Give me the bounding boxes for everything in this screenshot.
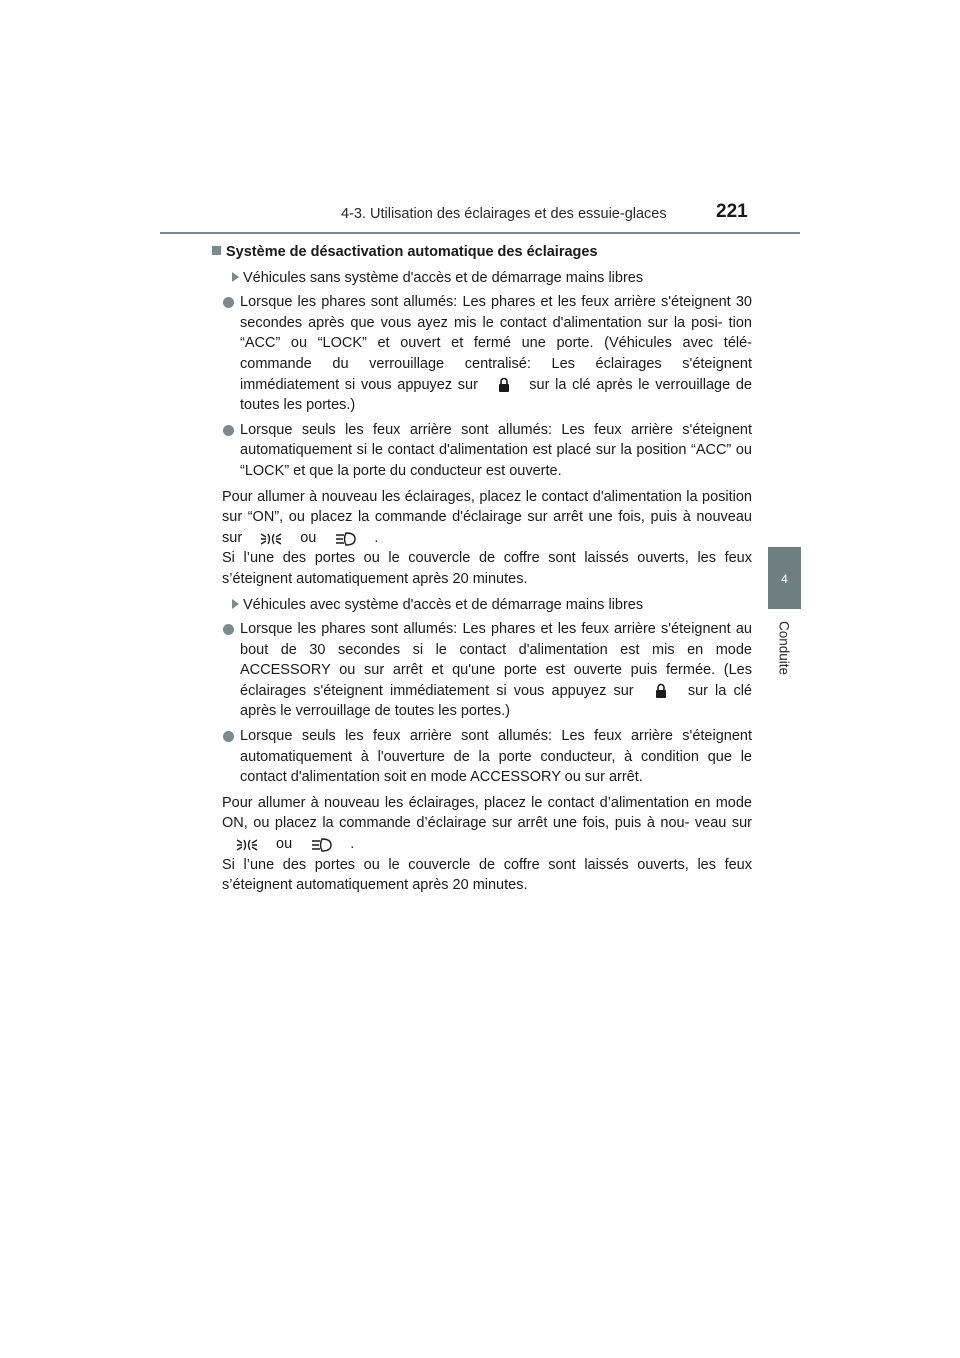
bullet-text: Lorsque seuls les feux arrière sont allumés: Les feux arrière s'éteignent automatiquement à l'ouverture de la porte conducteur, à condition que le contact d'alimentation soit en mode ACCESSORY ou sur arrêt. — [240, 728, 752, 786]
list-item — [222, 292, 752, 416]
paragraph-text: Pour allumer à nouveau les éclairages, placez le contact d'alimentation la position sur “ON”, ou placez la commande d'éclairage sur arrêt une fois, puis à nouveau sur — [222, 488, 752, 546]
paragraph — [222, 487, 752, 590]
header-divider — [160, 232, 800, 234]
page-number: 221 — [716, 201, 748, 222]
or-text: ou — [276, 836, 293, 853]
triangle-marker-icon — [232, 599, 239, 609]
or-text: ou — [300, 529, 317, 546]
bullet-text: sur la clé après le verrouillage de toutes les portes.) — [240, 682, 752, 720]
page-content — [222, 242, 752, 896]
subsection-title — [232, 595, 752, 616]
lock-icon — [498, 377, 510, 393]
paragraph-text: Pour allumer à nouveau les éclairages, placez le contact d’alimentation en mode ON, ou placez la commande d’éclairage sur arrêt une fois, puis à nou- veau sur — [222, 794, 752, 832]
lock-icon — [655, 683, 667, 699]
bullet-text: Lorsque les phares sont allumés: Les phares et les feux arrière s'éteignent 30 secondes après que vous ayez mis le contact d'alimentation sur la posi- tion “ACC” ou “LOCK” et ouvert et fermé une porte. (Véhicules avec télé- commande du verrouillage centralisé: Les éclairages s'éteignent immédiatement si vous appuyez sur — [240, 294, 752, 393]
subsection-title — [232, 268, 752, 289]
page-header — [0, 0, 960, 240]
paragraph-text: . — [350, 836, 355, 853]
chapter-tab — [768, 547, 801, 609]
section-heading — [212, 242, 752, 263]
chapter-label: Conduite — [776, 620, 792, 676]
list-item — [222, 726, 752, 788]
paragraph — [222, 793, 752, 896]
triangle-marker-icon — [232, 272, 239, 282]
heading-text: Système de désactivation automatique des éclairages — [226, 244, 598, 260]
section-title: 4-3. Utilisation des éclairages et des essuie-glaces — [341, 206, 667, 222]
chapter-number: 4 — [781, 572, 788, 586]
bullet-icon — [223, 297, 234, 308]
bullet-text: Lorsque seuls les feux arrière sont allumés: Les feux arrière s'éteignent automatiquement si le contact d'alimentation est placé sur la position “ACC” ou “LOCK” et que la porte du conducteur est ouverte. — [240, 421, 752, 479]
paragraph-text: . — [374, 529, 379, 546]
headlight-icon — [334, 532, 356, 546]
subsection-title-text: Véhicules avec système d'accès et de démarrage mains libres — [243, 596, 644, 613]
list-item — [222, 420, 752, 482]
bullet-icon — [223, 624, 234, 635]
tail-light-icon — [236, 838, 258, 852]
tail-light-icon — [260, 532, 282, 546]
paragraph-text: Si l’une des portes ou le couvercle de coffre sont laissés ouverts, les feux s’éteignent automatiquement après 20 minutes. — [222, 550, 752, 587]
bullet-icon — [223, 731, 234, 742]
subsection-title-text: Véhicules sans système d'accès et de démarrage mains libres — [243, 269, 644, 286]
paragraph-text: Si l’une des portes ou le couvercle de coffre sont laissés ouverts, les feux s’éteignent automatiquement après 20 minutes. — [222, 856, 752, 894]
square-marker-icon — [212, 246, 221, 255]
headlight-icon — [310, 838, 332, 852]
list-item — [222, 619, 752, 722]
bullet-icon — [223, 425, 234, 436]
bullet-text: sur la clé après le verrouillage de toutes les portes.) — [240, 376, 752, 414]
bullet-text: Lorsque les phares sont allumés: Les phares et les feux arrière s'éteignent au bout de 30 secondes si le contact d'alimentation est mis en mode ACCESSORY ou sur arrêt et qu'une porte est ouverte puis fermée. (Les éclairages s'éteignent immédiatement si vous appuyez sur — [240, 621, 752, 699]
